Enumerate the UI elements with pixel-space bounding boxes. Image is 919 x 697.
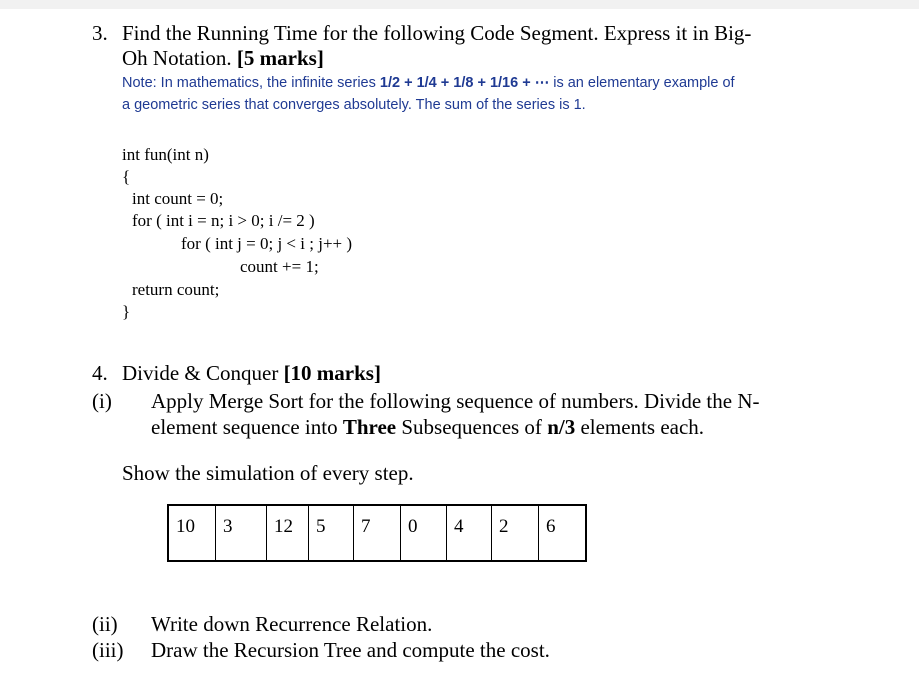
q4-part1-label: (i)	[92, 389, 112, 413]
sequence-cell: 12	[267, 506, 309, 560]
q4-part3-label: (iii)	[92, 638, 124, 662]
q4-part2-label: (ii)	[92, 612, 118, 636]
sequence-table	[167, 504, 587, 562]
q4-simulation-instruction: Show the simulation of every step.	[122, 461, 414, 485]
q4-part3-text: Draw the Recursion Tree and compute the cost.	[151, 638, 550, 662]
q3-number: 3.	[92, 21, 108, 45]
q3-note-rest: is an elementary example of	[549, 75, 735, 91]
q3-note-line2: a geometric series that converges absolutely. The sum of the series is 1.	[122, 97, 586, 113]
q4-title	[122, 361, 381, 386]
sequence-cell: 4	[447, 506, 492, 560]
code-line-increment: count += 1;	[240, 257, 319, 276]
q4-title-text: Divide & Conquer	[122, 361, 279, 385]
page-top-edge	[0, 0, 919, 9]
code-line-close-brace: }	[122, 302, 131, 321]
q3-title-line2	[122, 46, 324, 71]
q4-part1-text-c: Subsequences of	[396, 415, 548, 439]
q3-note-line1	[122, 73, 735, 94]
q3-note-intro: Note: In mathematics, the infinite series	[122, 75, 380, 91]
code-line-inner-loop: for ( int j = 0; j < i ; j++ )	[181, 234, 353, 253]
q3-note-series: 1/2 + 1/4 + 1/8 + 1/16 + ⋯	[379, 75, 550, 91]
code-line-signature: int fun(int n)	[122, 145, 209, 164]
q4-part1-text-a: element sequence into	[151, 415, 343, 439]
q3-marks: [5 marks]	[236, 46, 324, 70]
sequence-cell: 6	[546, 516, 556, 537]
q4-marks: [10 marks]	[283, 361, 381, 385]
code-line-outer-loop: for ( int i = n; i > 0; i /= 2 )	[132, 211, 315, 230]
code-line-open-brace: {	[122, 167, 131, 186]
q4-part2-text: Write down Recurrence Relation.	[151, 612, 433, 636]
q3-title-text: Oh Notation.	[122, 46, 232, 70]
q4-part1-text-e: elements each.	[575, 415, 705, 439]
sequence-cell: 7	[354, 506, 401, 560]
sequence-cell: 3	[216, 506, 267, 560]
sequence-cell: 2	[492, 506, 539, 560]
code-line-count-init: int count = 0;	[132, 189, 224, 208]
sequence-cell: 0	[401, 506, 447, 560]
sequence-cell: 5	[309, 506, 354, 560]
q4-part1-line1: Apply Merge Sort for the following sequence of numbers. Divide the N-	[151, 389, 760, 413]
q4-part1-n3: n/3	[547, 415, 576, 439]
q4-part1-line2	[151, 415, 704, 440]
q4-part1-three: Three	[342, 415, 397, 439]
code-line-return: return count;	[132, 280, 220, 299]
q4-number: 4.	[92, 361, 108, 385]
q3-title-line1: Find the Running Time for the following Code Segment. Express it in Big-	[122, 21, 752, 45]
sequence-cell: 10	[169, 506, 216, 560]
